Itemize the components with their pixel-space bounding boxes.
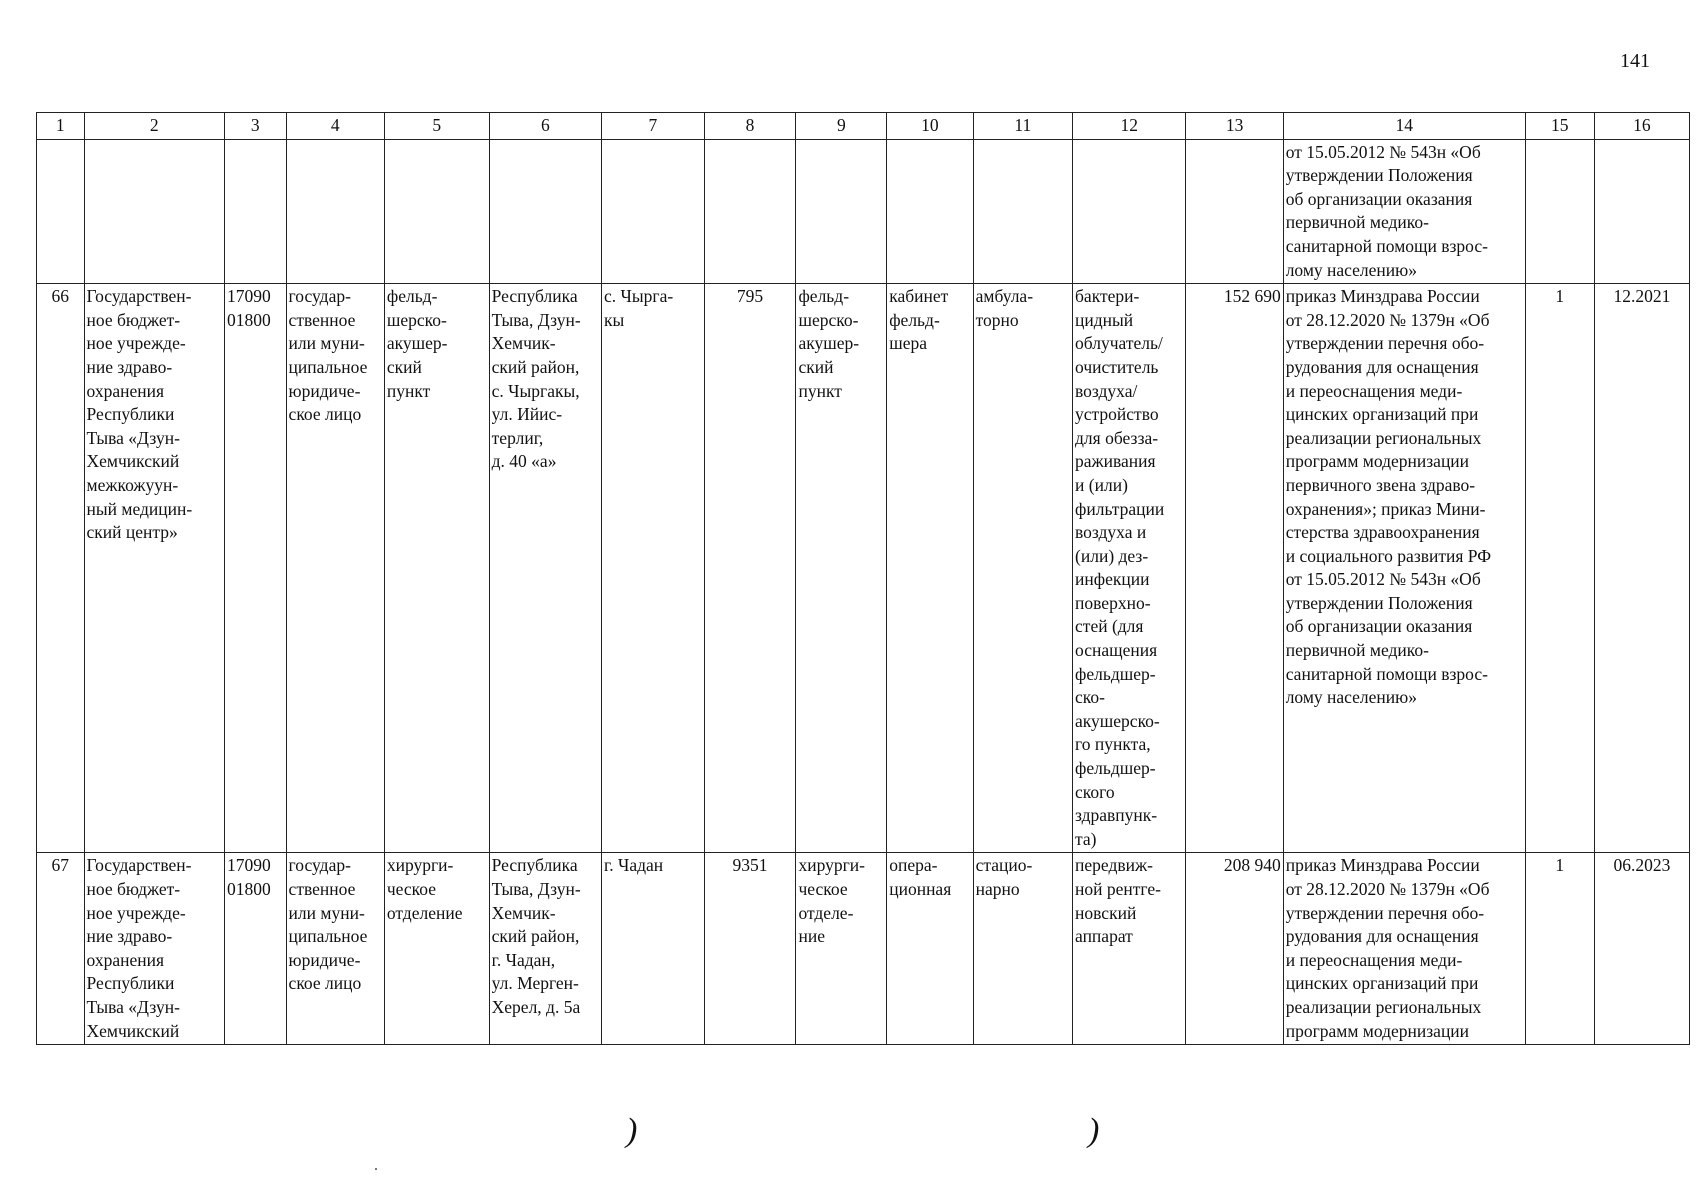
row-number-cell: 67 [37,853,85,1045]
equipment-cell: передвиж- ной рентге- новский аппарат [1073,853,1186,1045]
table-cell [384,139,489,284]
table-cell [286,139,384,284]
table-cell [1594,139,1689,284]
table-row-continuation [37,139,1690,284]
quantity-cell: 1 [1525,284,1594,853]
column-number: 14 [1283,113,1525,140]
column-number: 4 [286,113,384,140]
population-cell: 795 [704,284,796,853]
table-cell [224,139,286,284]
unit-cell: хирурги- ческое отделение [384,853,489,1045]
column-number-row [37,113,1690,140]
margin-mark: ) [1088,1112,1100,1149]
table-cell [1073,139,1186,284]
table-row-67 [37,853,1690,1045]
table-cell [973,139,1072,284]
date-cell: 06.2023 [1594,853,1689,1045]
column-number: 15 [1525,113,1594,140]
date-cell: 12.2021 [1594,284,1689,853]
column-number: 8 [704,113,796,140]
unit-cell: фельд- шерско- акушер- ский пункт [384,284,489,853]
column-number: 5 [384,113,489,140]
table-cell [84,139,224,284]
locality-cell: с. Чырга- кы [602,284,705,853]
organization-cell: Государствен- ное бюджет- ное учрежде- ние здраво- охранения Республики Тыва «Дзун- Хемчикский межкожуун- ный медицин- ский центр» [84,284,224,853]
room-cell: кабинет фельд- шера [887,284,973,853]
table-cell [602,139,705,284]
code-cell: 17090 01800 [224,284,286,853]
address-cell: Республика Тыва, Дзун- Хемчик- ский район, г. Чадан, ул. Мерген- Херел, д. 5а [489,853,601,1045]
table-cell [37,139,85,284]
registry-table [36,112,1690,1045]
table-cell [796,139,887,284]
column-number: 12 [1073,113,1186,140]
column-number: 7 [602,113,705,140]
table-cell [1186,139,1283,284]
legal-basis-cell: приказ Минздрава России от 28.12.2020 № 1379н «Об утверждении перечня обо- рудования для оснащения и переоснащения меди- цинских организаций при реализации региональных программ модернизации [1283,853,1525,1045]
population-cell: 9351 [704,853,796,1045]
code-cell: 17090 01800 [224,853,286,1045]
column-number: 1 [37,113,85,140]
cost-cell: 208 940 [1186,853,1283,1045]
address-cell: Республика Тыва, Дзун- Хемчик- ский район, с. Чыргакы, ул. Ийис- терлиг, д. 40 «а» [489,284,601,853]
column-number: 3 [224,113,286,140]
column-number: 10 [887,113,973,140]
locality-cell: г. Чадан [602,853,705,1045]
column-number: 13 [1186,113,1283,140]
page-number: 141 [1620,50,1650,72]
room-cell: опера- ционная [887,853,973,1045]
column-number: 16 [1594,113,1689,140]
column-number: 6 [489,113,601,140]
care-mode-cell: стацио- нарно [973,853,1072,1045]
table-cell [704,139,796,284]
margin-mark: ) [626,1112,638,1149]
legal-basis-cell: приказ Минздрава России от 28.12.2020 № 1379н «Об утверждении перечня обо- рудования для оснащения и переоснащения меди- цинских организаций при реализации региональных программ модернизации первичного звена здраво- охранения»; приказ Мини- стерства здравоохранения и социального развития РФ от 15.05.2012 № 543н «Об утверждении Положения об организации оказания первичной медико- санитарной помощи взрос- лому населению» [1283,284,1525,853]
legal-form-cell: государ- ственное или муни- ципальное юридиче- ское лицо [286,853,384,1045]
department-cell: хирурги- ческое отделе- ние [796,853,887,1045]
legal-basis-cell: от 15.05.2012 № 543н «Об утверждении Положения об организации оказания первичной медико- санитарной помощи взрос- лому населению» [1283,139,1525,284]
table-cell [1525,139,1594,284]
care-mode-cell: амбула- торно [973,284,1072,853]
column-number: 2 [84,113,224,140]
scan-speck [375,1168,377,1170]
equipment-cell: бактери- цидный облучатель/ очиститель воздуха/ устройство для обезза- раживания и (или) фильтрации воздуха и (или) дез- инфекции поверхно- стей (для оснащения фельдшер- ско- акушерско- го пункта, фельдшер- ского здравпунк- та) [1073,284,1186,853]
cost-cell: 152 690 [1186,284,1283,853]
column-number: 11 [973,113,1072,140]
legal-form-cell: государ- ственное или муни- ципальное юридиче- ское лицо [286,284,384,853]
department-cell: фельд- шерско- акушер- ский пункт [796,284,887,853]
quantity-cell: 1 [1525,853,1594,1045]
organization-cell: Государствен- ное бюджет- ное учрежде- ние здраво- охранения Республики Тыва «Дзун- Хемчикский [84,853,224,1045]
column-number: 9 [796,113,887,140]
table-cell [489,139,601,284]
row-number-cell: 66 [37,284,85,853]
table-row-66 [37,284,1690,853]
table-cell [887,139,973,284]
